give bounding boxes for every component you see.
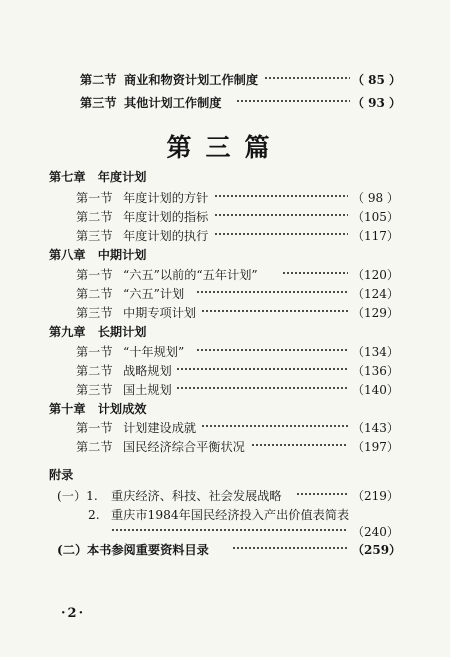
toc-entry-title: 国土规划 (123, 383, 172, 397)
dot-leader (196, 348, 348, 358)
dot-leader (214, 232, 348, 242)
toc-entry-page: （117） (352, 229, 399, 243)
toc-entry-page: （ 93 ） (352, 96, 402, 110)
toc-entry-num: 第一节 (76, 421, 113, 435)
toc-entry-title: 年度计划的执行 (123, 229, 209, 243)
appendix-prefix: (一）1. (57, 489, 98, 503)
toc-entry-num: 第二节 (80, 73, 117, 87)
toc-entry-num: 第二节 (76, 440, 113, 454)
toc-entry-num: 第三节 (76, 306, 113, 320)
toc-entry-title: 年度计划的方针 (123, 191, 209, 205)
dot-leader (196, 290, 348, 300)
appendix-prefix: (二） (57, 543, 88, 557)
appendix-title: 重庆市1984年国民经济投入产出价值表简表 (111, 508, 350, 522)
dot-leader (214, 194, 348, 204)
toc-entry-title: “六五”计划 (123, 287, 185, 301)
toc-entry-title: 年度计划的指标 (123, 210, 209, 224)
toc-entry-page: （105） (352, 210, 399, 224)
toc-entry-page: （120） (352, 268, 399, 282)
dot-leader (236, 99, 350, 109)
dot-leader (232, 546, 348, 556)
toc-entry-title: 商业和物资计划工作制度 (124, 73, 259, 87)
dot-leader (176, 386, 348, 396)
dot-leader (251, 443, 348, 453)
toc-entry-page: （ 85 ） (352, 73, 402, 87)
toc-entry-num: 第一节 (76, 345, 113, 359)
toc-entry-num: 第一节 (76, 191, 113, 205)
toc-entry-title: 国民经济综合平衡状况 (123, 440, 245, 454)
toc-entry-title: 战略规划 (123, 364, 172, 378)
toc-entry-num: 第三节 (80, 96, 117, 110)
dot-leader (176, 367, 348, 377)
dot-leader (296, 492, 348, 502)
toc-entry-page: （129） (352, 306, 399, 320)
toc-entry-title: “十年规划” (123, 345, 185, 359)
appendix-heading: 附录 (49, 468, 74, 482)
toc-entry-page: （136） (352, 364, 399, 378)
dot-leader (264, 76, 350, 86)
toc-entry-num: 第二节 (76, 287, 113, 301)
toc-entry-page: （124） (352, 287, 399, 301)
appendix-prefix: 2. (88, 508, 100, 522)
dot-leader (282, 271, 348, 281)
toc-entry-page: （143） (352, 421, 399, 435)
toc-entry-page: （197） (352, 440, 399, 454)
appendix-page: （240） (352, 525, 399, 539)
page-number: ·2· (61, 606, 86, 621)
dot-leader (201, 309, 348, 319)
toc-entry-num: 第三节 (76, 229, 113, 243)
appendix-page: （219） (352, 489, 399, 503)
appendix-title: 重庆经济、科技、社会发展战略 (111, 489, 282, 503)
toc-entry-num: 第三节 (76, 383, 113, 397)
toc-entry-num: 第一节 (76, 268, 113, 282)
toc-entry-page: （134） (352, 345, 399, 359)
appendix-title: 本书参阅重要资料目录 (87, 543, 209, 557)
appendix-page: （259） (352, 543, 402, 557)
toc-entry-title: 其他计划工作制度 (124, 96, 222, 110)
chapter-heading: 第十章 计划成效 (49, 402, 147, 416)
dot-leader (201, 424, 348, 434)
toc-entry-title: 计划建设成就 (123, 421, 197, 435)
chapter-heading: 第八章 中期计划 (49, 248, 147, 262)
toc-entry-num: 第二节 (76, 364, 113, 378)
toc-entry-page: （ 98 ） (352, 191, 399, 205)
part-title: 第三篇 (166, 133, 284, 162)
chapter-heading: 第七章 年度计划 (49, 170, 147, 184)
dot-leader (111, 528, 348, 538)
toc-entry-num: 第二节 (76, 210, 113, 224)
toc-entry-title: “六五”以前的“五年计划” (123, 268, 258, 282)
toc-entry-title: 中期专项计划 (123, 306, 197, 320)
chapter-heading: 第九章 长期计划 (49, 325, 147, 339)
dot-leader (214, 213, 348, 223)
toc-entry-page: （140） (352, 383, 399, 397)
